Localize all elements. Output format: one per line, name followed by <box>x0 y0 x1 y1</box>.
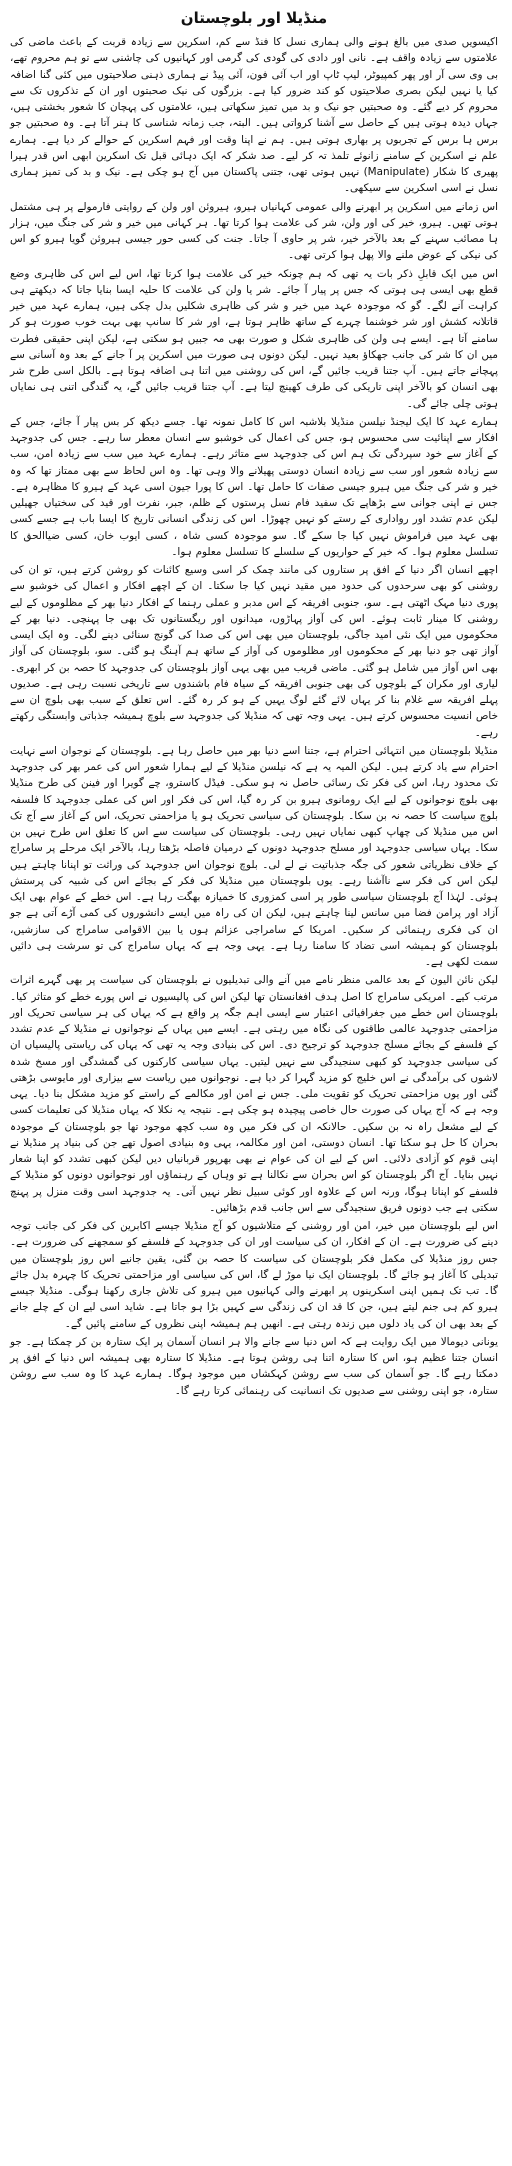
article-paragraph: اس زمانے میں اسکرین پر ابھرنے والی عمومی کہانیاں ہیرو، ہیروئن اور ولن کے روایتی فارمولے پر ہی مشتمل ہوتی تھیں۔ ہیرو، خیر کی اور ولن، شر کی علامت ہوا کرتا تھا۔ ہر کہانی میں خیر و شر کی جنگ میں، ہزار ہا مصائب سہنے کے بعد بالآخر خیر، شر پر حاوی آ جاتا۔ جنت کی کسی حور جیسی ہیروئن گویا ہیرو کو اس کی نیکی کے عوض ملنے والا پھل ہوا کرتی تھی۔ <box>10 200 498 262</box>
article-paragraph: لیکن نائن الیون کے بعد عالمی منظر نامے میں آنے والی تبدیلیوں نے بلوچستان کی سیاست پر بھی گہرے اثرات مرتب کیے۔ امریکی سامراج کا اصل ہدف افغانستان تھا لیکن اس کی پالیسیوں نے اس پورے خطے کو متاثر کیا۔ بلوچستان اس خطے میں جغرافیائی اعتبار سے ایسی اہم جگہ پر واقع ہے کہ یہاں کی ہر سیاسی تحریک اور مزاحمتی جدوجہد عالمی طاقتوں کی نگاہ میں رہتی ہے۔ ایسے میں یہاں کے نوجوانوں نے منڈیلا کے عدم تشدد کے فلسفے کے بجائے مسلح جدوجہد کو ترجیح دی۔ اس کی بنیادی وجہ یہ تھی کہ یہاں کی ریاستی پالیسیاں ان کی سیاسی جدوجہد کو کبھی سنجیدگی سے نہیں لیتیں۔ یہاں سیاسی کارکنوں کی گمشدگی اور مسخ شدہ لاشوں کی برآمدگی نے اس خلیج کو مزید گہرا کر دیا ہے۔ نوجوانوں میں ریاست سے بیزاری اور مایوسی بڑھتی گئی اور یوں مزاحمتی تحریک کو تقویت ملی۔ جس نے امن اور مکالمے کے راستے کو مزید مشکل بنا دیا۔ یہی وجہ ہے کہ آج یہاں کی صورت حال خاصی پیچیدہ ہو چکی ہے۔ نتیجہ یہ نکلا کہ یہاں منڈیلا کی تعلیمات کسی کے لیے مشعل راہ نہ بن سکیں۔ حالانکہ ان کی فکر میں وہ سب کچھ موجود تھا جو بلوچستان کے موجودہ بحران کا حل ہو سکتا تھا۔ انسان دوستی، امن اور مکالمہ، یہی وہ بنیادی اصول تھے جن کی بنیاد پر منڈیلا نے اپنی قوم کو آزادی دلائی۔ اس کے لیے ان کی عوام نے بھی بھرپور قربانیاں دیں لیکن کبھی تشدد کو اپنا شعار نہیں بنایا۔ آج اگر بلوچستان کو اس بحران سے نکالنا ہے تو وہاں کے رہنماؤں اور نوجوانوں دونوں کو منڈیلا کے فلسفے کو اپنانا ہوگا، ورنہ اس کے علاوہ اور کوئی سبیل نظر نہیں آتی۔ یہ جدوجہد اسی وقت منزل پر پہنچ سکتی ہے جب دونوں فریق سنجیدگی سے اس جانب قدم بڑھائیں۔ <box>10 974 498 1214</box>
article-paragraph: اچھے انسان اگر دنیا کے افق پر ستاروں کی مانند چمک کر اسی وسیع کائنات کو روشن کرتے ہیں، تو ان کی روشنی کو بھی سرحدوں کی حدود میں مقید نہیں کیا جا سکتا۔ ان کے اچھے افکار و اعمال کی خوشبو سے پوری دنیا مہک اٹھتی ہے۔ سو، جنوبی افریقہ کے اس مدبر و عملی رہنما کے افکار دنیا بھر کے مظلوموں کے لیے روشنی کا مینار ثابت ہوئے۔ اس کی آواز پہاڑوں، میدانوں اور ریگستانوں تک بھی جا پہنچی۔ دنیا بھر کے محکوموں میں ایک نئی امید جاگی، بلوچستان میں بھی اس کی صدا کی گونج سنائی دینے لگی۔ وہ ایک ایسی آواز تھی جو دنیا بھر کے محکوموں اور مظلوموں کی آواز کے ساتھ ہم آہنگ ہو گئی۔ سو، بلوچستان کی آواز بھی اس آواز میں شامل ہو گئی۔ ماضی قریب میں بھی یہی آواز بلوچستان کی جدوجہد کا حصہ بن کر ابھری۔ لیاری اور مکران کے بلوچوں کی بھی جنوبی افریقہ کے سیاہ فام باشندوں سے تاریخی نسبت رہی ہے۔ صدیوں پہلے افریقہ سے غلام بنا کر یہاں لائے گئے لوگ یہیں کے ہو کر رہ گئے۔ اس تعلق کے سبب بھی بلوچ ان سے خاص انسیت محسوس کرتے ہیں۔ یہی وجہ تھی کہ منڈیلا کی جدوجہد سے بلوچ ہمیشہ جذباتی وابستگی رکھتے رہے۔ <box>10 564 498 739</box>
article-paragraph: اس میں ایک قابلِ ذکر بات یہ تھی کہ ہم چونکہ خیر کی علامت ہوا کرتا تھا، اس لیے اس کی ظاہری وضع قطع بھی ایسی ہی ہوتی کہ جس پر پیار آ جائے۔ شر یا ولن کی علامت کا حلیہ ایسا بنایا جاتا کہ دیکھتے ہی کراہت آنے لگے۔ گو کہ موجودہ عہد میں خیر و شر کی ظاہری شکلیں بدل چکی ہیں، ہمارے عہد میں خیر قاتلانہ کشش اور شر خوشنما چہرے کے ساتھ ظاہر ہوتا ہے، اور شر کا سانپ بھی بہت خوب صورت ہو کر سامنے آتا ہے۔ ایسے ہی ولن کی ظاہری شکل و صورت بھی مہ جبیں ہو سکتی ہے، لیکن اپنی حقیقی فطرت میں ان کا شر کی جانب جھکاؤ بعید نہیں۔ لیکن دونوں ہی صورت میں اسکرین پر آ جانے کے بعد وہ آسانی سے پہچانے جاتے ہیں۔ آپ جتنا قریب جائیں گے، اس کی روشنی میں اتنا ہی اضافہ ہوتا ہے۔ بالکل اسی طرح شر بھی انسان کو بالآخر اپنی تاریکی کی طرف کھینچ لیتا ہے۔ آپ جتنا قریب جائیں گے، یہ گندگی اتنی ہی نمایاں ہوتی چلی جائے گی۔ <box>10 267 498 410</box>
article-paragraph: منڈیلا بلوچستان میں انتہائی احترام ہے، جتنا اسے دنیا بھر میں حاصل رہا ہے۔ بلوچستان کے نوجوان اسے نہایت احترام سے یاد کرتے ہیں۔ لیکن المیہ یہ ہے کہ نیلسن منڈیلا کے لیے ہمارا شعور اس کی عمر بھر کی جدوجہد تک محدود رہا، اس کی فکر تک رسائی حاصل نہ ہو سکی۔ فیڈل کاسترو، چے گویرا اور فینن کی طرح منڈیلا بھی بلوچ نوجوانوں کے لیے ایک رومانوی ہیرو بن کر رہ گیا، اس کی فکر اور اس کی عملی جدوجہد کا فلسفہ بلوچ سیاست کا حصہ نہ بن سکا۔ بلوچستان کی سیاسی تحریک ہو یا مزاحمتی تحریک، اس کے آغاز سے آج تک اس میں منڈیلا کی چھاپ کبھی نمایاں نہیں رہی۔ بلوچستان کی سیاست سے اس کا تعلق اس طرح نہیں بن سکا۔ یہاں سیاسی جدوجہد اور مسلح جدوجہد دونوں کے درمیان فاصلہ بڑھتا رہا، بالآخر ایک مرحلے پر سامراج کے خلاف نظریاتی شعور کی جگہ جذباتیت نے لے لی۔ بلوچ نوجوان اس جدوجہد کی وراثت تو اپنانا چاہتے ہیں لیکن اس کی فکر سے ناآشنا رہے۔ یوں بلوچستان میں منڈیلا کی فکر کے بجائے اس کی شبیہ کی پرستش ہوئی۔ لہٰذا آج بلوچستان سیاسی طور پر اسی کمزوری کا خمیازہ بھگت رہا ہے۔ اس خطے کے عوام بھی ایک آزاد اور پرامن فضا میں سانس لینا چاہتے ہیں، لیکن ان کی راہ میں ایسے دانشوروں کی کمی آڑے آتی ہے جو ان کی فکری رہنمائی کر سکیں۔ امریکا کے سامراجی عزائم ہوں یا بین الاقوامی سامراج کی سازشیں، بلوچستان کو ہمیشہ اسی تضاد کا سامنا رہا ہے۔ یہی وجہ ہے کہ یہاں سامراج کی تو سرشت ہی دائیں سمت لکھی ہے۔ <box>10 744 498 968</box>
article-paragraph: اکیسویں صدی میں بالغ ہونے والی ہماری نسل کا فنڈ سے کم، اسکرین سے زیادہ قربت کے باعث ماضی کی علامتوں سے زیادہ واقف ہے۔ نانی اور دادی کی گودی کی گرمی اور کہانیوں کی چاشنی سے تو ہم محروم تھے، بی وی سی آر اور پھر کمپیوٹر، لیپ ٹاپ اور اب آئی فون، آئی پیڈ نے ہماری ذہنی صلاحیتوں میں کئی گنا اضافہ کیا یا نہیں لیکن بصری صلاحیتوں کو کند ضرور کیا ہے۔ بزرگوں کی نیک صحبتوں اور ان کے تذکروں تک سے محروم کر دیے گئے۔ وہ صحبتیں جو نیک و بد میں تمیز سکھاتی ہیں، علامتوں کی پہچان کا شعور بخشتی ہیں، جہاں دیدہ ہوتی ہیں کے حاصل سے آشنا کرواتی ہیں۔ البتہ، جب زمانہ شناسی کا ہنر آتا ہے۔ وہ صحبتیں جو برس ہا برس کے تجربوں پر بھاری ہوتی ہیں۔ ہم نے اپنا وقت اور فہم اسکرین کے حوالے کر دیا ہے۔ ہمارے علم نے اسکرین کے سامنے زانوئے تلمذ تہ کر لیے۔ صد شکر کہ ایک دہائی قبل تک اسکرین ابھی اس قدر ہیرا پھیری کا شکار (Manipulate) نہیں ہوتی تھی، جتنی پاکستان میں آج ہو چکی ہے۔ نیک و بد کی تمیز ہماری نسل نے اسی اسکرین سے سیکھی۔ <box>10 36 498 195</box>
article-paragraph: یونانی دیومالا میں ایک روایت ہے کہ اس دنیا سے جانے والا ہر انسان آسمان پر ایک ستارہ بن کر چمکتا ہے۔ جو انسان جتنا عظیم ہو، اس کا ستارہ اتنا ہی روشن ہوتا ہے۔ منڈیلا کا ستارہ بھی ہمیشہ اس دنیا کے افق پر دمکتا رہے گا۔ جو آسمان کی سب سے روشن کہکشاں میں موجود ہوگا۔ ہمارے عہد کا وہ سب سے روشن ستارہ، جو اپنی روشنی سے صدیوں تک انسانیت کی رہنمائی کرتا رہے گا۔ <box>10 1335 498 1397</box>
article-paragraph: اس لیے بلوچستان میں خیر، امن اور روشنی کے متلاشیوں کو آج منڈیلا جیسے اکابرین کی فکر کی جانب توجہ دینے کی ضرورت ہے۔ ان کے افکار، ان کی سیاست اور ان کی جدوجہد کے فلسفے کو سمجھنے کی ضرورت ہے۔ جس روز منڈیلا کی مکمل فکر بلوچستان کی سیاست کا حصہ بن گئی، یقین جانیے اس روز بلوچستان میں تبدیلی کا آغاز ہو جائے گا۔ بلوچستان ایک نیا موڑ لے گا، اس کی سیاسی اور مزاحمتی تحریک کا چہرہ بدل جائے گا۔ تب تک ہمیں اپنی اسکرینوں پر ابھرنے والی کہانیوں میں ہیرو کی تلاش جاری رکھنا ہوگی۔ منڈیلا جیسے ہیرو کم ہی جنم لیتے ہیں، جن کا قد ان کی زندگی سے کہیں بڑا ہو جاتا ہے۔ شاید اسی لیے ان کے چلے جانے کے بعد بھی ان کی یاد دلوں میں زندہ رہتی ہے۔ انھیں ہم ہمیشہ اپنی نظروں کے سامنے پائیں گے۔ <box>10 1220 498 1330</box>
article-paragraph: ہمارے عہد کا ایک لیجنڈ نیلسن منڈیلا بلاشبہ اس کا کامل نمونہ تھا۔ جسے دیکھ کر بس پیار آ جائے، جس کے افکار سے اپنائیت سی محسوس ہو، جس کی اعمال کی خوشبو سے انسان معطر سا رہے۔ جس کی جدوجہد کے آغاز سے خود سپردگی تک ہم اس کی جدوجہد سے متاثر رہے۔ ہمارے عہد میں سب سے زیادہ امن، سب سے زیادہ شعور اور سب سے زیادہ انسان دوستی پھیلانے والا وہی تھا۔ وہ اس لحاظ سے بھی ممتاز تھا کہ وہ خیر و شر کی جنگ میں ہیرو جیسی صفات کا حامل تھا۔ اس کا پورا جیون اسی عہد کے ہیرو کا مظاہرہ ہے۔ جس نے اپنی جوانی سے بڑھاپے تک سفید فام نسل پرستوں کے ظلم، جبر، نفرت اور قید کی سختیاں جھیلیں لیکن عدم تشدد اور رواداری کے رستے کو نہیں چھوڑا۔ اس کی زندگی انسانی تاریخ کا ایسا باب ہے جسے کسی بھی عہد میں فراموش نہیں کیا جا سکے گا۔ سو موجودہ کسی شاہ ، کسی ایوب خان، کسی ضیاالحق کا تسلسل معلوم ہوا۔ کہ خیر کے حواریوں کے سلسلے کا تسلسل معلوم ہوا۔ <box>10 415 498 558</box>
article-body <box>10 34 498 1399</box>
article-title: منڈیلا اور بلوچستان <box>180 9 328 27</box>
